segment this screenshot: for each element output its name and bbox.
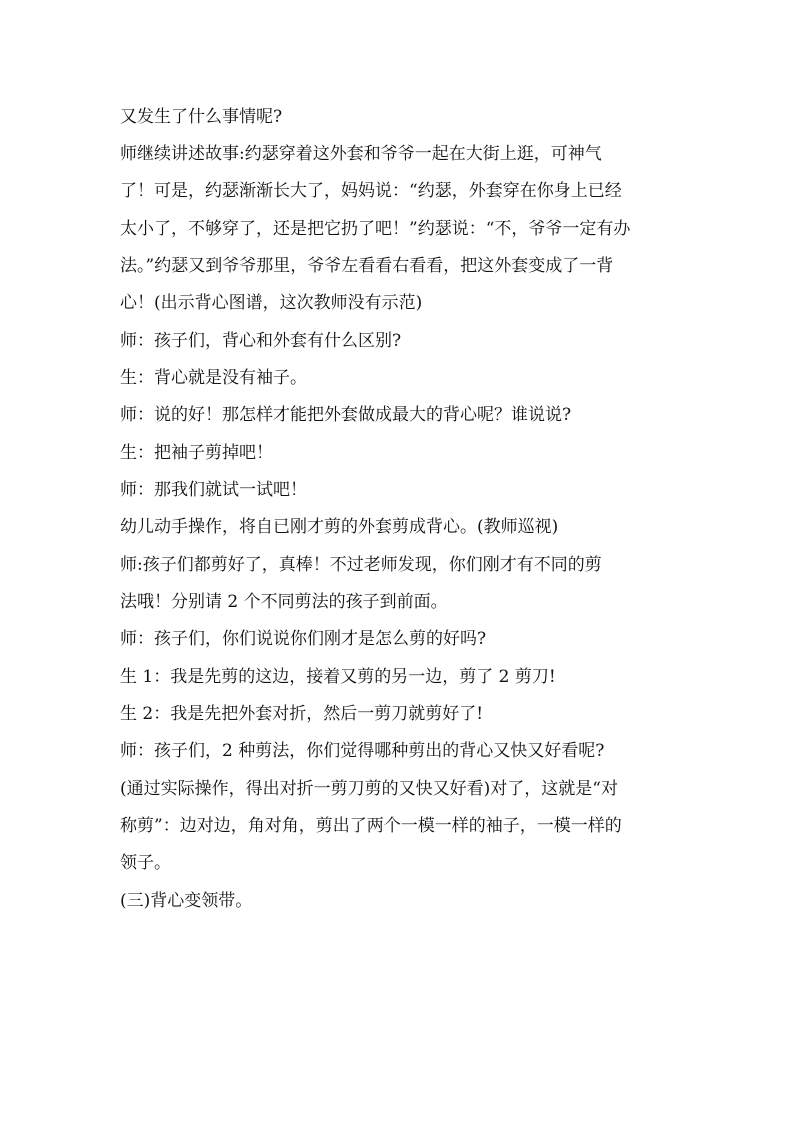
text-line: 师：说的好！那怎样才能把外套做成最大的背心呢？谁说说? <box>120 405 572 425</box>
text-line: (通过实际操作，得出对折一剪刀剪的又快又好看)对了，这就是“对 <box>120 779 618 799</box>
text-line: 幼儿动手操作，将自已刚才剪的外套剪成背心。(教师巡视) <box>120 517 559 537</box>
text-line: 师:孩子们都剪好了，真棒！不过老师发现，你们刚才有不同的剪 <box>120 555 602 575</box>
text-line: 师继续讲述故事:约瑟穿着这外套和爷爷一起在大街上逛，可神气 <box>120 144 602 164</box>
section-heading: (三)背心变领带。 <box>120 891 253 911</box>
text-line: 又发生了什么事情呢? <box>120 107 283 127</box>
text-line: 太小了，不够穿了，还是把它扔了吧！”约瑟说：“不，爷爷一定有办 <box>120 219 631 239</box>
text-line: 生 1：我是先剪的这边，接着又剪的另一边，剪了 2 剪刀! <box>120 667 556 687</box>
text-line: 了！可是，约瑟渐渐长大了，妈妈说：“约瑟，外套穿在你身上已经 <box>120 181 622 201</box>
text-line: 法。”约瑟又到爷爷那里，爷爷左看看右看看，把这外套变成了一背 <box>120 256 614 276</box>
text-line: 师：孩子们，背心和外套有什么区别? <box>120 331 402 351</box>
text-line: 生：背心就是没有袖子。 <box>120 368 307 388</box>
text-line: 生 2：我是先把外套对折，然后一剪刀就剪好了! <box>120 704 484 724</box>
text-line: 师：那我们就试一试吧！ <box>120 480 307 500</box>
text-line: 领子。 <box>120 853 171 873</box>
text-line: 法哦！分别请 2 个不同剪法的孩子到前面。 <box>120 592 448 612</box>
text-line: 师：孩子们，2 种剪法，你们觉得哪种剪出的背心又快又好看呢? <box>120 741 605 761</box>
text-line: 生：把袖子剪掉吧！ <box>120 443 273 463</box>
text-line: 心！(出示背心图谱，这次教师没有示范) <box>120 293 423 313</box>
text-line: 称剪”：边对边，角对角，剪出了两个一模一样的袖子，一模一样的 <box>120 816 622 836</box>
text-line: 师：孩子们，你们说说你们刚才是怎么剪的好吗? <box>120 629 487 649</box>
